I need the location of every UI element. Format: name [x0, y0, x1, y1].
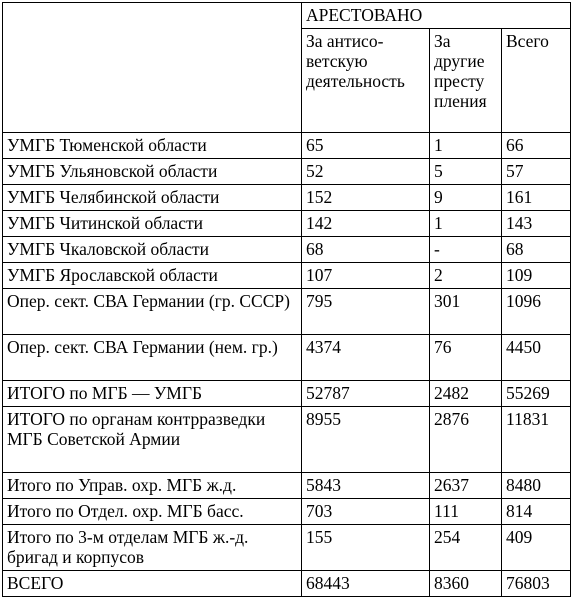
row-label-cell — [3, 263, 302, 289]
row-label-cell — [3, 525, 302, 571]
anti-soviet-value: 52787 — [306, 383, 350, 403]
table-row — [3, 237, 571, 263]
total-cell — [502, 237, 571, 263]
table-row — [3, 335, 571, 381]
total-cell — [502, 289, 571, 335]
other-crimes-value: 5 — [434, 161, 443, 181]
anti-soviet-value: 5843 — [306, 475, 341, 495]
total-cell — [502, 159, 571, 185]
row-label: УМГБ Читинской области — [7, 213, 203, 233]
arrests-table — [2, 2, 571, 597]
other-crimes-value: 301 — [434, 291, 461, 311]
other-crimes-cell — [430, 133, 502, 159]
row-label: Итого по Управ. охр. МГБ ж.д. — [7, 475, 237, 495]
table-row — [3, 499, 571, 525]
total-cell — [502, 473, 571, 499]
anti-soviet-value: 4374 — [306, 337, 341, 357]
header-col-anti-label: За антисо-ветскую деятельность — [306, 31, 405, 91]
anti-soviet-cell — [302, 381, 430, 407]
total-cell — [502, 211, 571, 237]
total-cell — [502, 133, 571, 159]
header-col-anti — [302, 29, 430, 133]
row-label: Опер. сект. СВА Германии (нем. гр.) — [7, 337, 278, 357]
anti-soviet-cell — [302, 407, 430, 473]
row-label-cell — [3, 335, 302, 381]
row-label: УМГБ Челябинской области — [7, 187, 220, 207]
header-col-total — [502, 29, 571, 133]
total-cell — [502, 499, 571, 525]
other-crimes-value: 2637 — [434, 475, 469, 495]
total-value: 814 — [506, 501, 533, 521]
row-label-cell — [3, 237, 302, 263]
anti-soviet-value: 52 — [306, 161, 324, 181]
other-crimes-cell — [430, 185, 502, 211]
other-crimes-value: 8360 — [434, 573, 469, 593]
header-col-other-label: За другие престу пления — [434, 31, 487, 111]
anti-soviet-cell — [302, 571, 430, 597]
anti-soviet-value: 142 — [306, 213, 333, 233]
table-row — [3, 407, 571, 473]
anti-soviet-cell — [302, 499, 430, 525]
row-label-cell — [3, 571, 302, 597]
total-value: 109 — [506, 265, 533, 285]
anti-soviet-cell — [302, 335, 430, 381]
row-label: ВСЕГО — [7, 573, 64, 593]
row-label: УМГБ Ярославской области — [7, 265, 218, 285]
total-cell — [502, 571, 571, 597]
anti-soviet-value: 68443 — [306, 573, 350, 593]
row-label-cell — [3, 159, 302, 185]
total-value: 143 — [506, 213, 533, 233]
header-col-other — [430, 29, 502, 133]
anti-soviet-value: 152 — [306, 187, 333, 207]
total-value: 4450 — [506, 337, 541, 357]
header-corner-cell — [3, 3, 302, 133]
total-value: 161 — [506, 187, 533, 207]
anti-soviet-value: 8955 — [306, 409, 341, 429]
total-cell — [502, 263, 571, 289]
row-label: ИТОГО по органам контрразведки МГБ Советской Армии — [7, 409, 266, 449]
anti-soviet-value: 107 — [306, 265, 333, 285]
row-label-cell — [3, 473, 302, 499]
anti-soviet-value: 68 — [306, 239, 324, 259]
table-row — [3, 159, 571, 185]
row-label: Итого по Отдел. охр. МГБ басс. — [7, 501, 244, 521]
other-crimes-cell — [430, 211, 502, 237]
table-row — [3, 381, 571, 407]
row-label: ИТОГО по МГБ — УМГБ — [7, 383, 203, 403]
row-label-cell — [3, 185, 302, 211]
table-row — [3, 473, 571, 499]
anti-soviet-cell — [302, 525, 430, 571]
anti-soviet-cell — [302, 159, 430, 185]
anti-soviet-value: 703 — [306, 501, 333, 521]
header-group-label: АРЕСТОВАНО — [306, 5, 423, 25]
other-crimes-value: 9 — [434, 187, 443, 207]
total-value: 11831 — [506, 409, 550, 429]
table-row — [3, 263, 571, 289]
row-label: УМГБ Тюменской области — [7, 135, 207, 155]
row-label-cell — [3, 407, 302, 473]
other-crimes-value: 254 — [434, 527, 461, 547]
total-cell — [502, 525, 571, 571]
total-cell — [502, 335, 571, 381]
total-value: 57 — [506, 161, 524, 181]
total-cell — [502, 407, 571, 473]
other-crimes-cell — [430, 263, 502, 289]
row-label: Опер. сект. СВА Германии (гр. СССР) — [7, 291, 290, 311]
other-crimes-cell — [430, 381, 502, 407]
anti-soviet-cell — [302, 237, 430, 263]
total-value: 55269 — [506, 383, 550, 403]
row-label-cell — [3, 381, 302, 407]
other-crimes-cell — [430, 289, 502, 335]
table-row — [3, 211, 571, 237]
total-value: 76803 — [506, 573, 550, 593]
header-group-cell — [302, 3, 571, 29]
other-crimes-cell — [430, 335, 502, 381]
anti-soviet-value: 155 — [306, 527, 333, 547]
header-group-row — [3, 3, 571, 29]
table-row — [3, 289, 571, 335]
anti-soviet-cell — [302, 289, 430, 335]
other-crimes-value: 1 — [434, 213, 443, 233]
other-crimes-value: 2482 — [434, 383, 469, 403]
row-label: УМГБ Чкаловской области — [7, 239, 210, 259]
other-crimes-cell — [430, 473, 502, 499]
other-crimes-cell — [430, 571, 502, 597]
other-crimes-cell — [430, 237, 502, 263]
total-value: 68 — [506, 239, 524, 259]
table-row — [3, 133, 571, 159]
anti-soviet-cell — [302, 211, 430, 237]
other-crimes-value: 76 — [434, 337, 452, 357]
other-crimes-cell — [430, 159, 502, 185]
total-cell — [502, 185, 571, 211]
row-label: Итого по 3-м отделам МГБ ж.-д. бригад и корпусов — [7, 527, 249, 567]
total-value: 409 — [506, 527, 533, 547]
anti-soviet-value: 795 — [306, 291, 333, 311]
table-row — [3, 525, 571, 571]
other-crimes-cell — [430, 499, 502, 525]
row-label: УМГБ Ульяновской области — [7, 161, 218, 181]
table-row — [3, 571, 571, 597]
anti-soviet-value: 65 — [306, 135, 324, 155]
anti-soviet-cell — [302, 263, 430, 289]
other-crimes-value: 2876 — [434, 409, 469, 429]
row-label-cell — [3, 211, 302, 237]
table-row — [3, 185, 571, 211]
other-crimes-value: 111 — [434, 501, 459, 521]
other-crimes-value: 1 — [434, 135, 443, 155]
other-crimes-value: - — [434, 239, 440, 259]
header-col-total-label: Всего — [506, 31, 549, 51]
total-cell — [502, 381, 571, 407]
anti-soviet-cell — [302, 133, 430, 159]
total-value: 1096 — [506, 291, 541, 311]
other-crimes-value: 2 — [434, 265, 443, 285]
other-crimes-cell — [430, 525, 502, 571]
row-label-cell — [3, 289, 302, 335]
anti-soviet-cell — [302, 185, 430, 211]
other-crimes-cell — [430, 407, 502, 473]
row-label-cell — [3, 499, 302, 525]
anti-soviet-cell — [302, 473, 430, 499]
total-value: 8480 — [506, 475, 541, 495]
row-label-cell — [3, 133, 302, 159]
total-value: 66 — [506, 135, 524, 155]
